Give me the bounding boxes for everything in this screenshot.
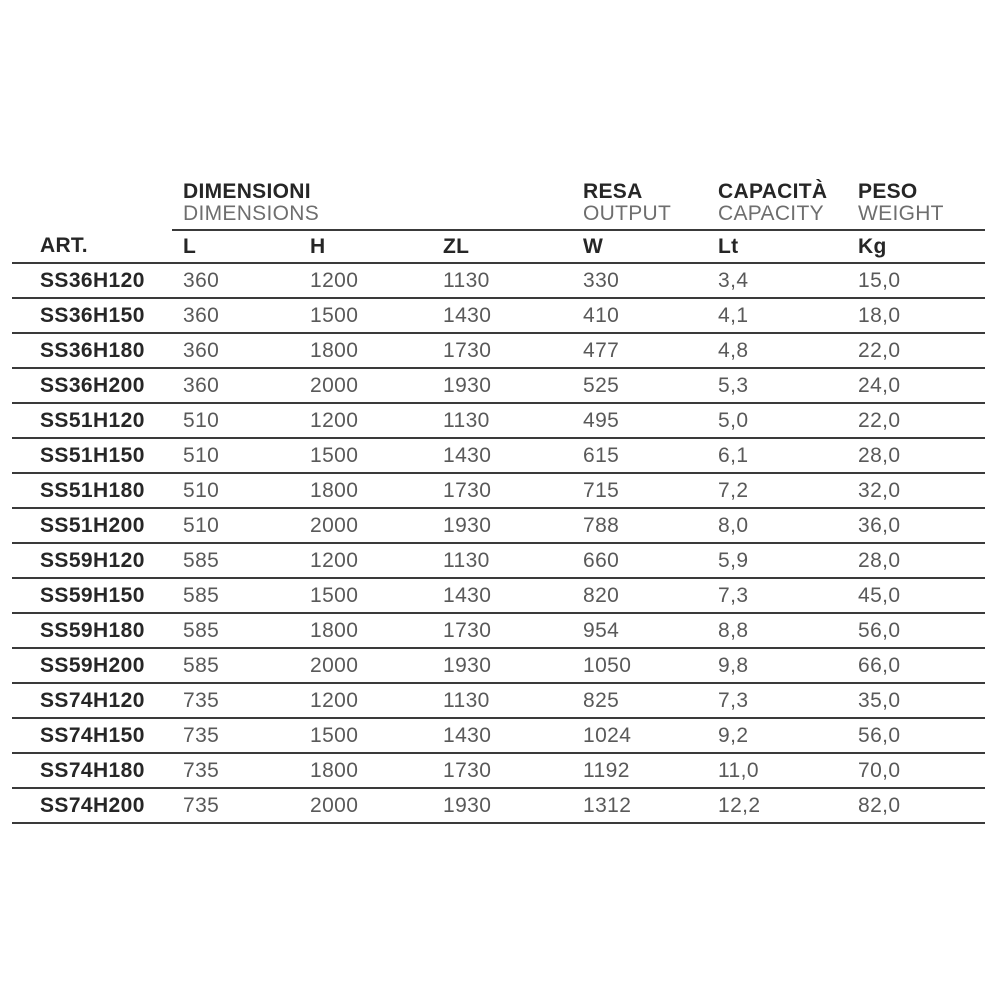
spec-table-body <box>12 263 985 823</box>
value-cell: 1800 <box>300 473 433 508</box>
value-cell: 1430 <box>433 718 572 753</box>
value-cell: 66,0 <box>848 648 985 683</box>
value-cell: 1130 <box>433 683 572 718</box>
value-cell: 1200 <box>300 543 433 578</box>
article-code: SS59H200 <box>12 648 172 683</box>
value-cell: 360 <box>172 263 300 298</box>
value-cell: 9,8 <box>708 648 848 683</box>
table-row <box>12 368 985 403</box>
value-cell: 1430 <box>433 298 572 333</box>
value-cell: 477 <box>572 333 708 368</box>
table-row <box>12 683 985 718</box>
value-cell: 1130 <box>433 403 572 438</box>
value-cell: 1500 <box>300 298 433 333</box>
table-row <box>12 298 985 333</box>
value-cell: 1800 <box>300 753 433 788</box>
value-cell: 15,0 <box>848 263 985 298</box>
value-cell: 56,0 <box>848 613 985 648</box>
value-cell: 2000 <box>300 788 433 823</box>
table-row <box>12 753 985 788</box>
value-cell: 525 <box>572 368 708 403</box>
value-cell: 1200 <box>300 263 433 298</box>
value-cell: 24,0 <box>848 368 985 403</box>
value-cell: 2000 <box>300 648 433 683</box>
value-cell: 1130 <box>433 263 572 298</box>
article-code: SS51H150 <box>12 438 172 473</box>
value-cell: 735 <box>172 788 300 823</box>
value-cell: 18,0 <box>848 298 985 333</box>
value-cell: 1192 <box>572 753 708 788</box>
column-header-h: H <box>300 230 433 263</box>
column-header-zl: ZL <box>433 230 572 263</box>
spec-table-head <box>12 170 985 263</box>
value-cell: 1930 <box>433 508 572 543</box>
article-code: SS59H180 <box>12 613 172 648</box>
value-cell: 1730 <box>433 753 572 788</box>
column-header-kg: Kg <box>848 230 985 263</box>
article-code: SS51H200 <box>12 508 172 543</box>
value-cell: 8,0 <box>708 508 848 543</box>
article-code: SS36H150 <box>12 298 172 333</box>
value-cell: 1024 <box>572 718 708 753</box>
value-cell: 735 <box>172 753 300 788</box>
article-code: SS36H180 <box>12 333 172 368</box>
value-cell: 1930 <box>433 788 572 823</box>
table-row <box>12 648 985 683</box>
table-row <box>12 473 985 508</box>
value-cell: 5,0 <box>708 403 848 438</box>
value-cell: 510 <box>172 438 300 473</box>
value-cell: 820 <box>572 578 708 613</box>
value-cell: 1730 <box>433 613 572 648</box>
value-cell: 660 <box>572 543 708 578</box>
value-cell: 360 <box>172 368 300 403</box>
value-cell: 7,3 <box>708 578 848 613</box>
value-cell: 1730 <box>433 473 572 508</box>
value-cell: 22,0 <box>848 333 985 368</box>
group-header-output <box>572 170 708 230</box>
table-row <box>12 333 985 368</box>
group-label-en: CAPACITY <box>718 202 824 225</box>
value-cell: 495 <box>572 403 708 438</box>
value-cell: 585 <box>172 613 300 648</box>
value-cell: 56,0 <box>848 718 985 753</box>
value-cell: 735 <box>172 683 300 718</box>
value-cell: 6,1 <box>708 438 848 473</box>
value-cell: 45,0 <box>848 578 985 613</box>
value-cell: 1730 <box>433 333 572 368</box>
value-cell: 70,0 <box>848 753 985 788</box>
group-label-it: RESA <box>583 180 643 203</box>
article-code: SS74H120 <box>12 683 172 718</box>
value-cell: 1430 <box>433 578 572 613</box>
article-code: SS36H120 <box>12 263 172 298</box>
value-cell: 3,4 <box>708 263 848 298</box>
value-cell: 715 <box>572 473 708 508</box>
value-cell: 788 <box>572 508 708 543</box>
article-code: SS74H150 <box>12 718 172 753</box>
value-cell: 1930 <box>433 648 572 683</box>
table-row <box>12 578 985 613</box>
table-row <box>12 263 985 298</box>
article-code: SS74H180 <box>12 753 172 788</box>
value-cell: 360 <box>172 333 300 368</box>
value-cell: 7,3 <box>708 683 848 718</box>
value-cell: 1130 <box>433 543 572 578</box>
group-header-capacity <box>708 170 848 230</box>
value-cell: 1500 <box>300 718 433 753</box>
value-cell: 1500 <box>300 578 433 613</box>
value-cell: 330 <box>572 263 708 298</box>
value-cell: 9,2 <box>708 718 848 753</box>
article-code: SS59H120 <box>12 543 172 578</box>
group-label-it: PESO <box>858 180 918 203</box>
column-header-w: W <box>572 230 708 263</box>
value-cell: 11,0 <box>708 753 848 788</box>
value-cell: 5,9 <box>708 543 848 578</box>
group-label-it: DIMENSIONI <box>183 180 311 203</box>
group-label-en: OUTPUT <box>583 202 672 225</box>
column-header-lt: Lt <box>708 230 848 263</box>
value-cell: 1800 <box>300 333 433 368</box>
value-cell: 28,0 <box>848 438 985 473</box>
article-code: SS36H200 <box>12 368 172 403</box>
value-cell: 1800 <box>300 613 433 648</box>
group-label-en: DIMENSIONS <box>183 202 320 225</box>
group-header-row <box>12 170 985 230</box>
value-cell: 510 <box>172 508 300 543</box>
value-cell: 954 <box>572 613 708 648</box>
article-code: SS59H150 <box>12 578 172 613</box>
value-cell: 1930 <box>433 368 572 403</box>
value-cell: 4,1 <box>708 298 848 333</box>
column-header-row <box>12 230 985 263</box>
group-label-it: CAPACITÀ <box>718 180 828 203</box>
value-cell: 12,2 <box>708 788 848 823</box>
value-cell: 36,0 <box>848 508 985 543</box>
value-cell: 510 <box>172 473 300 508</box>
spec-table <box>12 170 985 824</box>
table-row <box>12 788 985 823</box>
value-cell: 360 <box>172 298 300 333</box>
group-header-dimensions <box>172 170 572 230</box>
value-cell: 1500 <box>300 438 433 473</box>
value-cell: 1312 <box>572 788 708 823</box>
article-code: SS51H120 <box>12 403 172 438</box>
value-cell: 22,0 <box>848 403 985 438</box>
value-cell: 2000 <box>300 368 433 403</box>
value-cell: 410 <box>572 298 708 333</box>
value-cell: 82,0 <box>848 788 985 823</box>
value-cell: 510 <box>172 403 300 438</box>
group-label-en: WEIGHT <box>858 202 944 225</box>
article-code: SS51H180 <box>12 473 172 508</box>
value-cell: 1200 <box>300 683 433 718</box>
table-row <box>12 718 985 753</box>
column-header-art: ART. <box>12 230 172 263</box>
group-header-spacer <box>12 170 172 230</box>
value-cell: 1430 <box>433 438 572 473</box>
value-cell: 4,8 <box>708 333 848 368</box>
value-cell: 585 <box>172 543 300 578</box>
value-cell: 585 <box>172 648 300 683</box>
value-cell: 615 <box>572 438 708 473</box>
value-cell: 32,0 <box>848 473 985 508</box>
table-row <box>12 613 985 648</box>
table-row <box>12 508 985 543</box>
table-row <box>12 543 985 578</box>
value-cell: 5,3 <box>708 368 848 403</box>
value-cell: 35,0 <box>848 683 985 718</box>
value-cell: 825 <box>572 683 708 718</box>
value-cell: 1050 <box>572 648 708 683</box>
group-header-weight <box>848 170 985 230</box>
table-row <box>12 403 985 438</box>
article-code: SS74H200 <box>12 788 172 823</box>
value-cell: 585 <box>172 578 300 613</box>
column-header-l: L <box>172 230 300 263</box>
value-cell: 7,2 <box>708 473 848 508</box>
value-cell: 735 <box>172 718 300 753</box>
value-cell: 28,0 <box>848 543 985 578</box>
value-cell: 2000 <box>300 508 433 543</box>
table-row <box>12 438 985 473</box>
value-cell: 1200 <box>300 403 433 438</box>
value-cell: 8,8 <box>708 613 848 648</box>
